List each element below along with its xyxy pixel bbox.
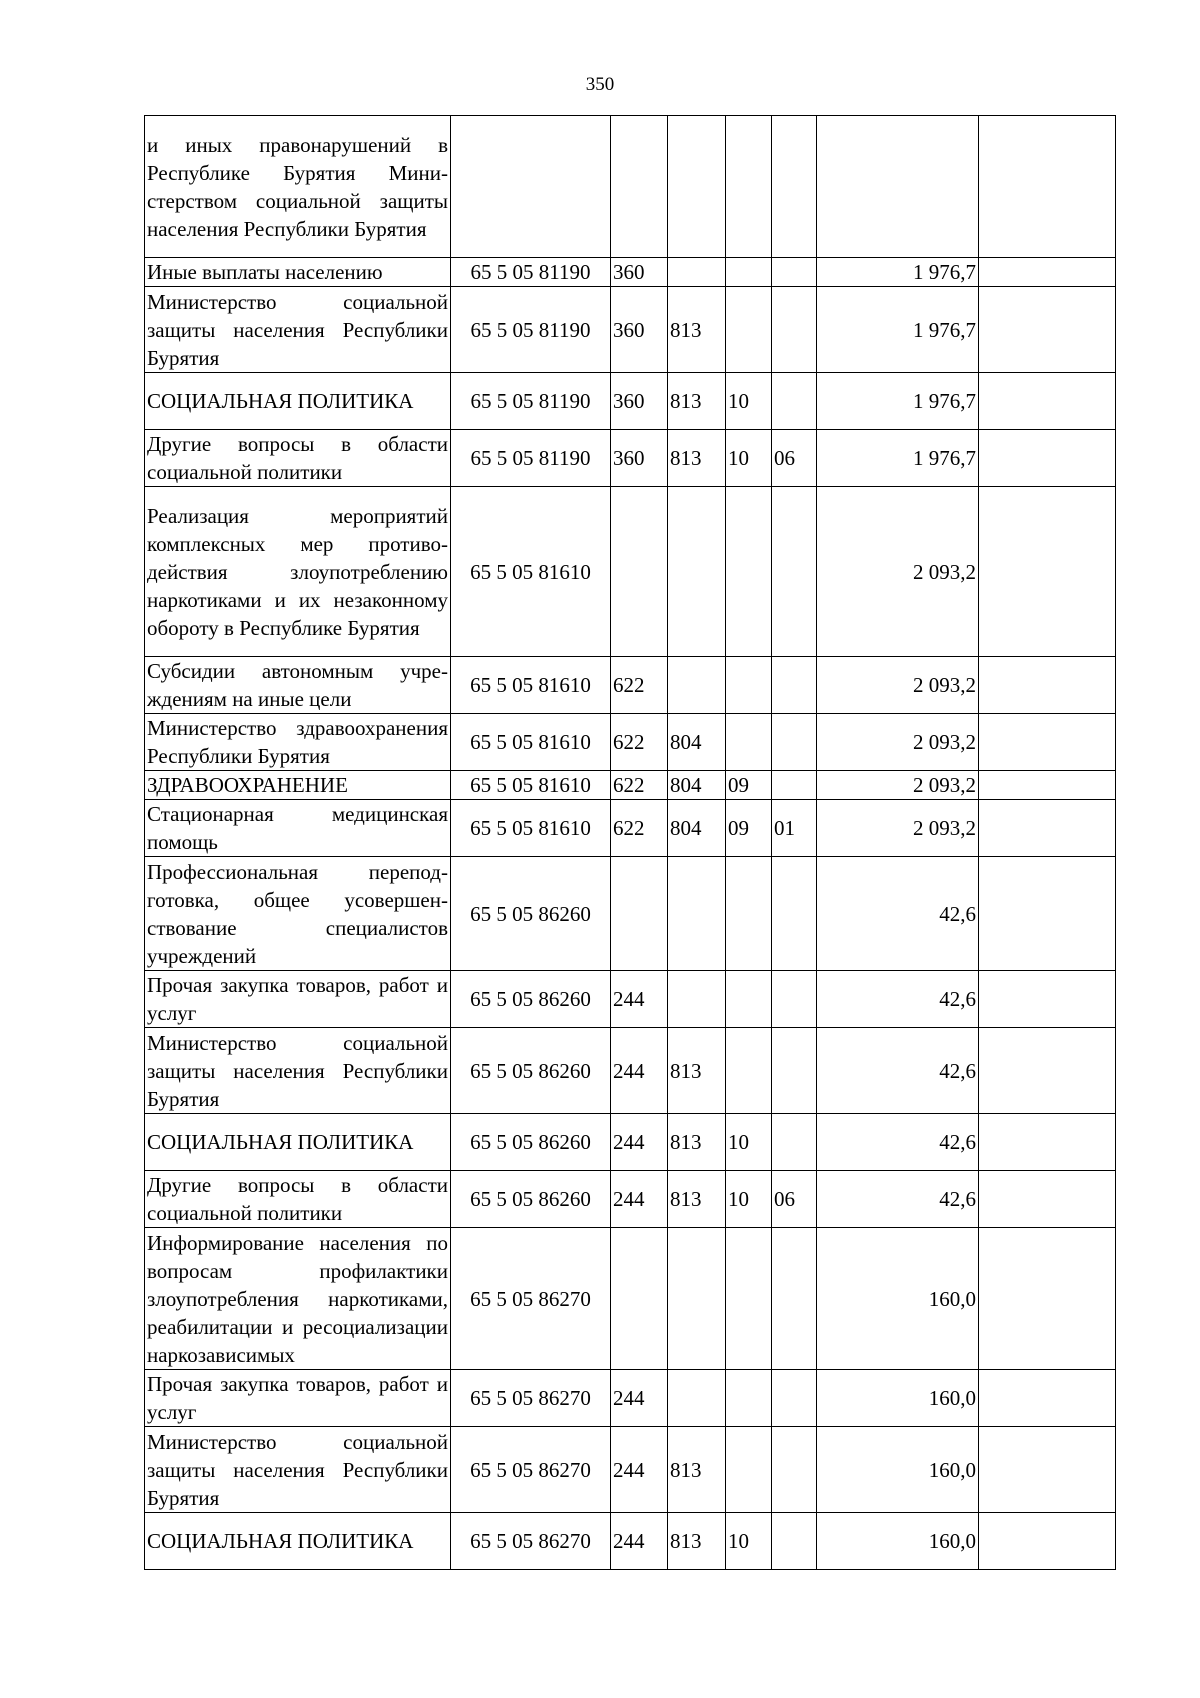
section-cell: [726, 116, 772, 258]
section-cell: [726, 258, 772, 287]
target-article-cell: 65 5 05 81190: [451, 373, 611, 430]
section-cell: [726, 657, 772, 714]
item-name-cell: Профессиональная переподготовка, общее усовершенствование специалистов учреждений: [145, 857, 451, 971]
administrator-code-cell: 804: [668, 714, 726, 771]
item-name-cell: Иные выплаты населению: [145, 258, 451, 287]
target-article-cell: 65 5 05 81190: [451, 258, 611, 287]
expense-type-cell: 360: [611, 373, 668, 430]
table-row: [145, 1513, 1116, 1570]
subsection-cell: [772, 857, 817, 971]
empty-cell: [979, 1427, 1116, 1513]
empty-cell: [979, 430, 1116, 487]
table-row: [145, 714, 1116, 771]
section-cell: [726, 287, 772, 373]
target-article-cell: [451, 116, 611, 258]
expense-type-cell: 360: [611, 287, 668, 373]
section-cell: [726, 487, 772, 657]
expense-type-cell: 244: [611, 1028, 668, 1114]
table-row: [145, 373, 1116, 430]
subsection-cell: [772, 1028, 817, 1114]
target-article-cell: 65 5 05 86260: [451, 971, 611, 1028]
item-name-cell: Субсидии автономным учреждениям на иные цели: [145, 657, 451, 714]
table-row: [145, 1028, 1116, 1114]
table-row: [145, 258, 1116, 287]
expense-type-cell: [611, 487, 668, 657]
subsection-cell: [772, 1228, 817, 1370]
table-row: [145, 430, 1116, 487]
amount-cell: 1 976,7: [817, 430, 979, 487]
amount-cell: 42,6: [817, 1171, 979, 1228]
item-name-cell: Информирование населения по вопросам профилактики злоупотребления наркотиками, реабилитации и ресоциализации наркозависимых: [145, 1228, 451, 1370]
amount-cell: 160,0: [817, 1513, 979, 1570]
empty-cell: [979, 800, 1116, 857]
expense-type-cell: 360: [611, 430, 668, 487]
empty-cell: [979, 487, 1116, 657]
subsection-cell: 06: [772, 1171, 817, 1228]
expense-type-cell: 622: [611, 714, 668, 771]
table-row: [145, 1370, 1116, 1427]
table-row: [145, 1228, 1116, 1370]
amount-cell: 160,0: [817, 1228, 979, 1370]
table-row: [145, 971, 1116, 1028]
subsection-cell: [772, 258, 817, 287]
target-article-cell: 65 5 05 86260: [451, 1114, 611, 1171]
section-cell: [726, 1028, 772, 1114]
item-name-cell: Министерство социальной защиты населения Республики Бурятия: [145, 287, 451, 373]
administrator-code-cell: 804: [668, 771, 726, 800]
item-name-cell: ЗДРАВООХРАНЕНИЕ: [145, 771, 451, 800]
administrator-code-cell: [668, 1228, 726, 1370]
table-row: [145, 287, 1116, 373]
empty-cell: [979, 258, 1116, 287]
target-article-cell: 65 5 05 81610: [451, 657, 611, 714]
budget-table: [144, 115, 1116, 1570]
section-cell: 10: [726, 430, 772, 487]
empty-cell: [979, 1228, 1116, 1370]
subsection-cell: [772, 1370, 817, 1427]
section-cell: [726, 857, 772, 971]
expense-type-cell: [611, 1228, 668, 1370]
empty-cell: [979, 287, 1116, 373]
empty-cell: [979, 116, 1116, 258]
expense-type-cell: 244: [611, 1370, 668, 1427]
section-cell: [726, 971, 772, 1028]
target-article-cell: 65 5 05 86270: [451, 1228, 611, 1370]
item-name-cell: СОЦИАЛЬНАЯ ПОЛИТИКА: [145, 1114, 451, 1171]
amount-cell: 2 093,2: [817, 487, 979, 657]
target-article-cell: 65 5 05 86260: [451, 857, 611, 971]
administrator-code-cell: [668, 657, 726, 714]
administrator-code-cell: [668, 1370, 726, 1427]
administrator-code-cell: 813: [668, 1171, 726, 1228]
table-row: [145, 116, 1116, 258]
item-name-cell: Реализация мероприятий комплексных мер противодействия злоупотреблению наркотиками и их незаконному обороту в Республике Бурятия: [145, 487, 451, 657]
administrator-code-cell: 804: [668, 800, 726, 857]
administrator-code-cell: [668, 487, 726, 657]
subsection-cell: [772, 1513, 817, 1570]
administrator-code-cell: 813: [668, 373, 726, 430]
item-name-cell: Другие вопросы в области социальной политики: [145, 430, 451, 487]
expense-type-cell: 244: [611, 971, 668, 1028]
amount-cell: 2 093,2: [817, 800, 979, 857]
subsection-cell: [772, 714, 817, 771]
expense-type-cell: 244: [611, 1427, 668, 1513]
amount-cell: 42,6: [817, 1114, 979, 1171]
amount-cell: 2 093,2: [817, 714, 979, 771]
subsection-cell: [772, 971, 817, 1028]
section-cell: [726, 1427, 772, 1513]
amount-cell: 42,6: [817, 971, 979, 1028]
target-article-cell: 65 5 05 86270: [451, 1513, 611, 1570]
amount-cell: 2 093,2: [817, 657, 979, 714]
expense-type-cell: 622: [611, 800, 668, 857]
target-article-cell: 65 5 05 81610: [451, 771, 611, 800]
section-cell: [726, 714, 772, 771]
administrator-code-cell: 813: [668, 287, 726, 373]
section-cell: 09: [726, 800, 772, 857]
subsection-cell: [772, 771, 817, 800]
item-name-cell: СОЦИАЛЬНАЯ ПОЛИТИКА: [145, 373, 451, 430]
table-row: [145, 857, 1116, 971]
target-article-cell: 65 5 05 81610: [451, 714, 611, 771]
item-name-cell: Министерство здравоохранения Республики Бурятия: [145, 714, 451, 771]
subsection-cell: [772, 287, 817, 373]
expense-type-cell: 244: [611, 1171, 668, 1228]
amount-cell: 1 976,7: [817, 373, 979, 430]
target-article-cell: 65 5 05 86260: [451, 1171, 611, 1228]
empty-cell: [979, 657, 1116, 714]
target-article-cell: 65 5 05 81610: [451, 487, 611, 657]
section-cell: 09: [726, 771, 772, 800]
expense-type-cell: 360: [611, 258, 668, 287]
target-article-cell: 65 5 05 81610: [451, 800, 611, 857]
administrator-code-cell: 813: [668, 1028, 726, 1114]
target-article-cell: 65 5 05 81190: [451, 287, 611, 373]
expense-type-cell: [611, 116, 668, 258]
expense-type-cell: 244: [611, 1513, 668, 1570]
subsection-cell: [772, 373, 817, 430]
subsection-cell: 06: [772, 430, 817, 487]
amount-cell: 42,6: [817, 857, 979, 971]
administrator-code-cell: 813: [668, 1114, 726, 1171]
empty-cell: [979, 771, 1116, 800]
target-article-cell: 65 5 05 86270: [451, 1427, 611, 1513]
subsection-cell: [772, 657, 817, 714]
target-article-cell: 65 5 05 81190: [451, 430, 611, 487]
item-name-cell: Прочая закупка товаров, работ и услуг: [145, 971, 451, 1028]
administrator-code-cell: [668, 857, 726, 971]
subsection-cell: [772, 487, 817, 657]
item-name-cell: Прочая закупка товаров, работ и услуг: [145, 1370, 451, 1427]
page-number: 350: [585, 74, 615, 95]
item-name-cell: Министерство социальной защиты населения Республики Бурятия: [145, 1427, 451, 1513]
item-name-cell: Министерство социальной защиты населения Республики Бурятия: [145, 1028, 451, 1114]
table-row: [145, 771, 1116, 800]
section-cell: 10: [726, 1171, 772, 1228]
table-row: [145, 657, 1116, 714]
section-cell: [726, 1228, 772, 1370]
expense-type-cell: [611, 857, 668, 971]
section-cell: [726, 1370, 772, 1427]
amount-cell: 160,0: [817, 1427, 979, 1513]
subsection-cell: [772, 1427, 817, 1513]
subsection-cell: [772, 116, 817, 258]
target-article-cell: 65 5 05 86270: [451, 1370, 611, 1427]
administrator-code-cell: [668, 258, 726, 287]
empty-cell: [979, 1370, 1116, 1427]
section-cell: 10: [726, 1114, 772, 1171]
item-name-cell: Другие вопросы в области социальной политики: [145, 1171, 451, 1228]
table-row: [145, 1114, 1116, 1171]
table-row: [145, 800, 1116, 857]
target-article-cell: 65 5 05 86260: [451, 1028, 611, 1114]
empty-cell: [979, 971, 1116, 1028]
empty-cell: [979, 373, 1116, 430]
table-row: [145, 1427, 1116, 1513]
amount-cell: 1 976,7: [817, 287, 979, 373]
administrator-code-cell: [668, 971, 726, 1028]
section-cell: 10: [726, 373, 772, 430]
empty-cell: [979, 1171, 1116, 1228]
table-body: [145, 116, 1116, 1570]
amount-cell: 1 976,7: [817, 258, 979, 287]
empty-cell: [979, 1513, 1116, 1570]
subsection-cell: 01: [772, 800, 817, 857]
item-name-cell: СОЦИАЛЬНАЯ ПОЛИТИКА: [145, 1513, 451, 1570]
expense-type-cell: 622: [611, 657, 668, 714]
administrator-code-cell: 813: [668, 1513, 726, 1570]
empty-cell: [979, 1028, 1116, 1114]
item-name-cell: Стационарная медицинская помощь: [145, 800, 451, 857]
subsection-cell: [772, 1114, 817, 1171]
empty-cell: [979, 857, 1116, 971]
amount-cell: [817, 116, 979, 258]
expense-type-cell: 244: [611, 1114, 668, 1171]
amount-cell: 42,6: [817, 1028, 979, 1114]
table-row: [145, 1171, 1116, 1228]
amount-cell: 160,0: [817, 1370, 979, 1427]
expense-type-cell: 622: [611, 771, 668, 800]
administrator-code-cell: 813: [668, 430, 726, 487]
item-name-cell: и иных правонарушений в Республике Бурятия Министерством социальной защиты населения Республики Бурятия: [145, 116, 451, 258]
section-cell: 10: [726, 1513, 772, 1570]
empty-cell: [979, 714, 1116, 771]
administrator-code-cell: 813: [668, 1427, 726, 1513]
table-row: [145, 487, 1116, 657]
amount-cell: 2 093,2: [817, 771, 979, 800]
empty-cell: [979, 1114, 1116, 1171]
administrator-code-cell: [668, 116, 726, 258]
